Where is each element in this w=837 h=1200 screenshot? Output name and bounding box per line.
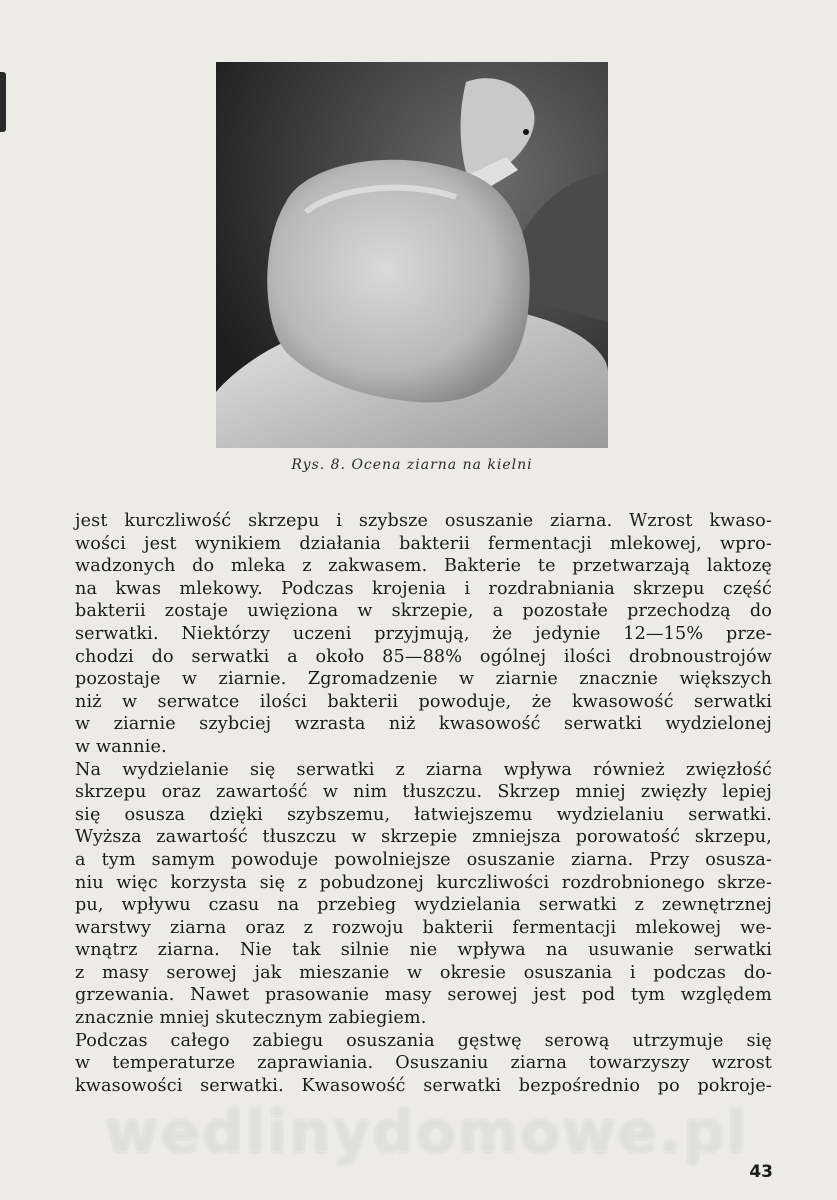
text-line: na kwas mlekowy. Podczas krojenia i rozdrabniania skrzepu część [75,578,772,599]
text-line: wnątrz ziarna. Nie tak silnie nie wpływa na usuwanie serwatki [75,940,772,961]
text-line: grzewania. Nawet prasowanie masy serowej jest pod tym względem [75,985,772,1006]
text-line: skrzepu oraz zawartość w nim tłuszczu. Skrzep mniej zwięzły lepiej [75,782,772,803]
text-line: kwasowości serwatki. Kwasowość serwatki bezpośrednio po pokroje- [75,1075,772,1096]
text-line: w temperaturze zaprawiania. Osuszaniu ziarna towarzyszy wzrost [75,1053,772,1074]
text-line: w ziarnie szybciej wzrasta niż kwasowość serwatki wydzielonej [75,714,772,735]
text-line: warstwy ziarna oraz z rozwoju bakterii fermentacji mlekowej we- [75,917,772,938]
text-line: chodzi do serwatki a około 85—88% ogólnej ilości drobnoustrojów [75,646,772,667]
text-line: wadzonych do mleka z zakwasem. Bakterie te przetwarzają laktozę [75,556,772,577]
text-line: wości jest wynikiem działania bakterii fermentacji mlekowej, wpro- [75,533,772,554]
cheese-curd-photo [216,62,608,448]
text-line: znacznie mniej skutecznym zabiegiem. [75,1008,427,1029]
text-line: bakterii zostaje uwięziona w skrzepie, a pozostałe przechodzą do [75,601,772,622]
text-line: Podczas całego zabiegu osuszania gęstwę serową utrzymuje się [75,1030,772,1051]
body-text [75,510,772,1097]
watermark: wedlinydomowe.pl [105,1098,749,1166]
text-line: niu więc korzysta się z pobudzonej kurczliwości rozdrobnionego skrze- [75,872,772,893]
text-line: niż w serwatce ilości bakterii powoduje, że kwasowość serwatki [75,691,772,712]
text-line: Wyższa zawartość tłuszczu w skrzepie zmniejsza porowatość skrzepu, [75,827,772,848]
text-line: pozostaje w ziarnie. Zgromadzenie w ziarnie znacznie większych [75,669,772,690]
page-number: 43 [749,1162,773,1182]
text-line: w wannie. [75,736,167,757]
text-line: z masy serowej jak mieszanie w okresie osuszania i podczas do- [75,962,772,983]
figure-caption: Rys. 8. Ocena ziarna na kielni [291,457,533,473]
binding-mark [0,72,6,132]
text-line: jest kurczliwość skrzepu i szybsze osuszanie ziarna. Wzrost kwaso- [75,511,772,531]
text-line: serwatki. Niektórzy uczeni przyjmują, że jedynie 12—15% prze- [75,623,772,644]
text-line: się osusza dzięki szybszemu, łatwiejszemu wydzielaniu serwatki. [75,804,772,825]
text-line: Na wydzielanie się serwatki z ziarna wpływa również zwięzłość [75,759,772,780]
text-line: pu, wpływu czasu na przebieg wydzielania serwatki z zewnętrznej [75,895,772,916]
text-line: a tym samym powoduje powolniejsze osuszanie ziarna. Przy osusza- [75,849,772,870]
figure-photo [216,62,608,448]
